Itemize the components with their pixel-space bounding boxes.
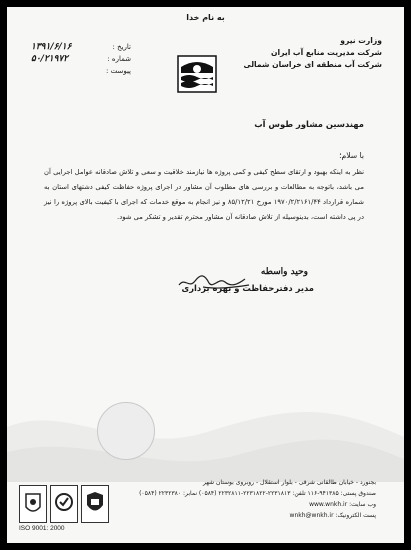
date-row	[31, 41, 131, 53]
certification-logo-icon	[81, 485, 109, 523]
water-company-logo	[177, 55, 217, 93]
iso-certification: ISO 9001: 2000	[19, 525, 65, 532]
signer-title: مدیر دفترحفاظت و بهره برداری	[181, 283, 314, 293]
footer-address: بجنورد - خیابان طالقانی شرقی - بلوار استقلال - روبروی بوستان شهر	[202, 479, 376, 486]
date-label: تاریخ :	[112, 43, 131, 51]
org-line-regional: شرکت آب منطقه ای خراسان شمالی	[243, 60, 382, 69]
quality-mark-icon	[50, 485, 78, 523]
bismillah-heading: به نام خدا	[186, 13, 225, 22]
org-line-company: شرکت مدیریت منابع آب ایران	[271, 48, 382, 57]
greeting-line: با سلام؛	[339, 151, 364, 160]
certification-badges	[19, 485, 109, 525]
letter-page	[7, 7, 404, 543]
recipient-line: مهندسین مشاور طوس آب	[254, 119, 364, 129]
number-label: شماره :	[107, 55, 131, 63]
date-value: ۱۳۹۱/۶/۱۶	[31, 42, 72, 52]
number-value: ۵۰/۲۱۹۷۲	[31, 54, 69, 64]
footer-postal: صندوق پستی: ۹۴۱۳۸۵-۱۱۶ تلفن: ۲۲۳۱۸۱۳-۲۲۳۱۸۲۲-۲۲۳۲۸۱۱ (۰۵۸۴) نمابر: ۲۲۳۲۳۸۰ (۰۵۸۴)	[139, 490, 376, 497]
ukas-badge-icon	[19, 485, 47, 523]
reference-block	[31, 41, 131, 77]
attachment-row	[31, 65, 131, 77]
footer-website: وب سایت: www.wnkh.ir	[309, 501, 376, 508]
footer-email: پست الکترونیک: wnkh@wnkh.ir	[289, 512, 376, 519]
organization-block	[244, 35, 382, 71]
number-row	[31, 53, 131, 65]
org-line-ministry: وزارت نیرو	[340, 36, 382, 45]
wave-watermark	[7, 307, 404, 482]
faded-stamp	[97, 402, 155, 460]
signer-name: وحید واسطه	[260, 267, 308, 277]
letter-body: نظر به اینکه بهبود و ارتقای سطح کیفی و کمی پروژه ها نیازمند خلاقیت و سعی و تلاش صادقانه عوامل اجرایی آن می باشد، باتوجه به مطالعات و بررسی های مطلوب آن مشاور در اجرای پروژه حفاظت کیفی دشتهای استان به شماره قرارداد ۱۹۷۰/۲/۲۱۶۱/۴۴ مورخ ۸۵/۱۲/۲۱ و نیز انجام به موقع خدمات که اجرای با کیفیت بالای پروژه را نیز در پی داشته است، بدینوسیله از تلاش صادقانه آن مشاور محترم تقدیر و تشکر می شود.	[44, 168, 364, 221]
footer-contact	[139, 477, 376, 521]
attachment-label: پیوست :	[106, 67, 131, 75]
